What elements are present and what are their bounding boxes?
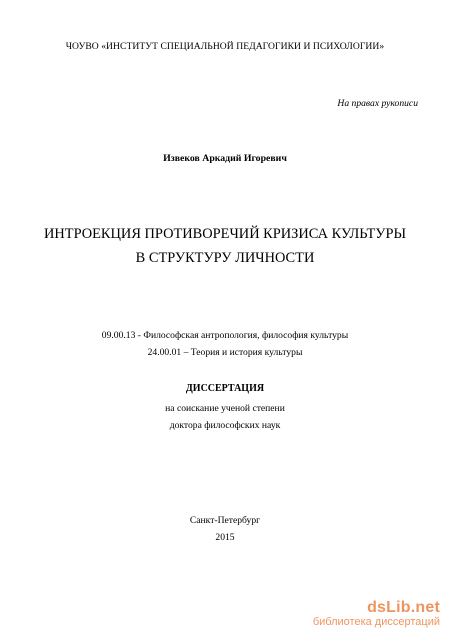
manuscript-rights-note: На правах рукописи — [337, 98, 418, 109]
place-and-year — [0, 512, 450, 546]
specialty-line-2: 24.00.01 – Теория и история культуры — [147, 347, 303, 358]
institute-name: ЧОУВО «ИНСТИТУТ СПЕЦИАЛЬНОЙ ПЕДАГОГИКИ И ПСИХОЛОГИИ» — [65, 41, 385, 52]
dissertation-label: ДИССЕРТАЦИЯ — [185, 383, 265, 394]
title-line-2: В СТРУКТУРУ ЛИЧНОСТИ — [135, 250, 315, 266]
title-line-1: ИНТРОЕКЦИЯ ПРОТИВОРЕЧИЙ КРИЗИСА КУЛЬТУРЫ — [44, 226, 406, 242]
degree-block — [0, 400, 450, 434]
watermark-logo — [313, 599, 440, 629]
author-name: Извеков Аркадий Игоревич — [163, 153, 287, 164]
degree-line-2: доктора философских наук — [169, 420, 281, 431]
year: 2015 — [215, 532, 235, 543]
watermark-subtitle: библиотека диссертаций — [312, 616, 440, 628]
dissertation-title — [0, 222, 450, 270]
city: Санкт-Петербург — [189, 515, 261, 526]
degree-line-1: на соискание ученой степени — [165, 403, 285, 414]
specialty-line-1: 09.00.13 - Философская антропология, философия культуры — [101, 330, 349, 341]
specialties-block — [0, 327, 450, 361]
watermark-brand: dsLib.net — [367, 599, 440, 616]
